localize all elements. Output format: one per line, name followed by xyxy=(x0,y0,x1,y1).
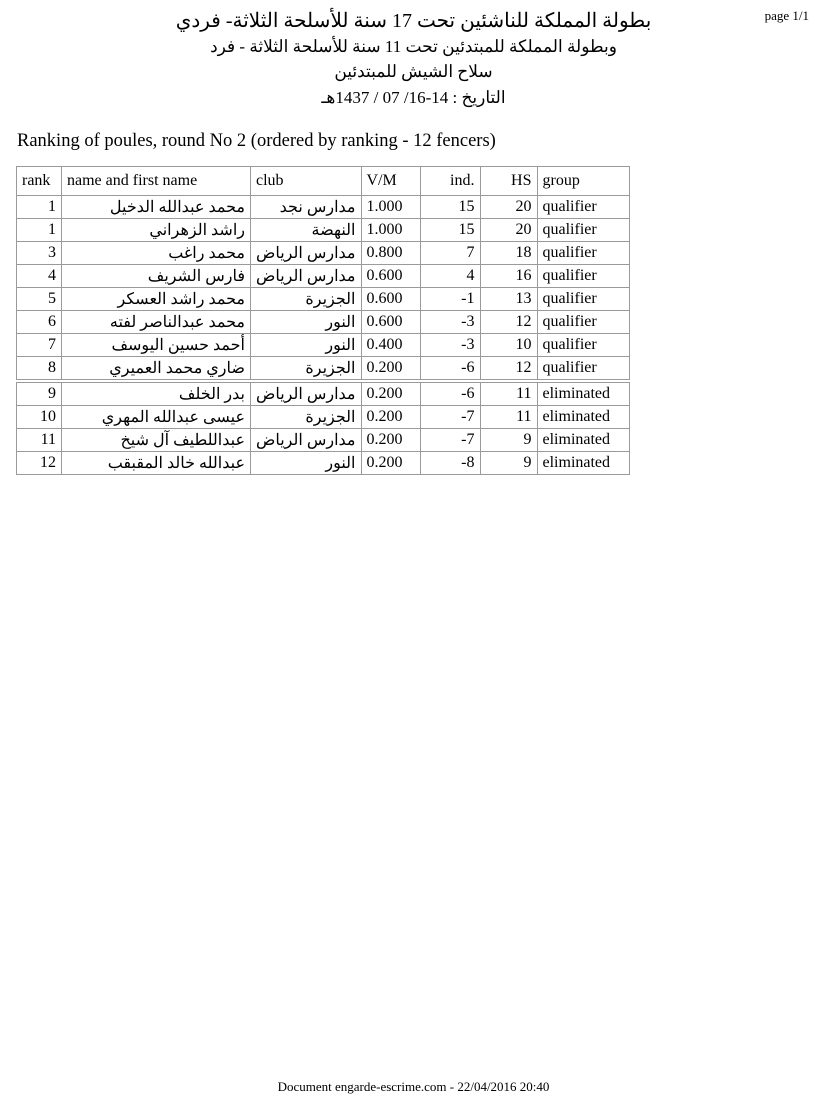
header-vm: V/M xyxy=(361,167,420,196)
cell-vm: 0.800 xyxy=(361,242,420,265)
cell-rank: 7 xyxy=(17,334,62,357)
cell-hs: 16 xyxy=(480,265,537,288)
cell-club: النور xyxy=(251,452,362,475)
cell-group: qualifier xyxy=(537,265,629,288)
table-row xyxy=(17,311,630,334)
cell-vm: 0.200 xyxy=(361,429,420,452)
cell-hs: 20 xyxy=(480,196,537,219)
cell-group: eliminated xyxy=(537,406,629,429)
cell-name: عيسى عبدالله المهري xyxy=(62,406,251,429)
cell-club: الجزيرة xyxy=(251,357,362,382)
header-weapon: سلاح الشيش للمبتدئين xyxy=(334,62,493,81)
table-row xyxy=(17,288,630,311)
cell-group: eliminated xyxy=(537,381,629,406)
header-date: التاريخ : 14-16/ 07 / 1437هـ xyxy=(321,88,506,107)
cell-vm: 0.600 xyxy=(361,288,420,311)
cell-rank: 10 xyxy=(17,406,62,429)
cell-name: ضاري محمد العميري xyxy=(62,357,251,382)
cell-group: qualifier xyxy=(537,357,629,382)
cell-rank: 9 xyxy=(17,381,62,406)
cell-hs: 18 xyxy=(480,242,537,265)
ranking-subtitle: Ranking of poules, round No 2 (ordered by ranking - 12 fencers) xyxy=(17,131,496,151)
cell-ind: -1 xyxy=(420,288,480,311)
cell-club: الجزيرة xyxy=(251,288,362,311)
header-title: بطولة المملكة للناشئين تحت 17 سنة للأسلحة الثلاثة- فردي xyxy=(175,10,652,32)
cell-ind: -7 xyxy=(420,406,480,429)
header-club: club xyxy=(251,167,362,196)
cell-club: مدارس الرياض xyxy=(251,429,362,452)
table-row xyxy=(17,196,630,219)
ranking-table xyxy=(16,166,630,475)
page-number: page 1/1 xyxy=(764,8,809,23)
cell-vm: 0.600 xyxy=(361,311,420,334)
cell-hs: 9 xyxy=(480,452,537,475)
cell-vm: 0.200 xyxy=(361,357,420,382)
cell-club: النور xyxy=(251,334,362,357)
cell-ind: -6 xyxy=(420,381,480,406)
table-header-row xyxy=(17,167,630,196)
header-subtitle: وبطولة المملكة للمبتدئين تحت 11 سنة للأسلحة الثلاثة - فرد xyxy=(210,37,617,56)
table-row xyxy=(17,452,630,475)
cell-ind: -8 xyxy=(420,452,480,475)
cell-rank: 8 xyxy=(17,357,62,382)
cell-ind: 15 xyxy=(420,196,480,219)
cell-name: محمد راشد العسكر xyxy=(62,288,251,311)
cell-vm: 1.000 xyxy=(361,196,420,219)
cell-vm: 0.200 xyxy=(361,406,420,429)
cell-group: eliminated xyxy=(537,452,629,475)
table-row xyxy=(17,219,630,242)
cell-name: عبداللطيف آل شيخ xyxy=(62,429,251,452)
cell-name: بدر الخلف xyxy=(62,381,251,406)
cell-ind: 4 xyxy=(420,265,480,288)
table-row xyxy=(17,381,630,406)
cell-group: qualifier xyxy=(537,242,629,265)
cell-hs: 9 xyxy=(480,429,537,452)
cell-rank: 1 xyxy=(17,219,62,242)
table-row xyxy=(17,242,630,265)
table-row xyxy=(17,265,630,288)
header-rank: rank xyxy=(17,167,62,196)
cell-name: فارس الشريف xyxy=(62,265,251,288)
cell-group: eliminated xyxy=(537,429,629,452)
cell-group: qualifier xyxy=(537,334,629,357)
header-hs: HS xyxy=(480,167,537,196)
cell-hs: 11 xyxy=(480,406,537,429)
cell-hs: 12 xyxy=(480,311,537,334)
cell-group: qualifier xyxy=(537,311,629,334)
cell-ind: -7 xyxy=(420,429,480,452)
cell-ind: -6 xyxy=(420,357,480,382)
cell-rank: 5 xyxy=(17,288,62,311)
cell-group: qualifier xyxy=(537,196,629,219)
cell-hs: 10 xyxy=(480,334,537,357)
cell-hs: 20 xyxy=(480,219,537,242)
cell-ind: -3 xyxy=(420,311,480,334)
cell-ind: -3 xyxy=(420,334,480,357)
cell-name: محمد عبدالناصر لفته xyxy=(62,311,251,334)
cell-rank: 6 xyxy=(17,311,62,334)
header-group: group xyxy=(537,167,629,196)
cell-name: راشد الزهراني xyxy=(62,219,251,242)
cell-rank: 11 xyxy=(17,429,62,452)
cell-vm: 0.200 xyxy=(361,452,420,475)
cell-group: qualifier xyxy=(537,219,629,242)
header-name: name and first name xyxy=(62,167,251,196)
cell-rank: 3 xyxy=(17,242,62,265)
cell-ind: 7 xyxy=(420,242,480,265)
table-row xyxy=(17,334,630,357)
cell-ind: 15 xyxy=(420,219,480,242)
cell-club: النور xyxy=(251,311,362,334)
cell-name: محمد راغب xyxy=(62,242,251,265)
cell-hs: 13 xyxy=(480,288,537,311)
table-row xyxy=(17,429,630,452)
cell-rank: 12 xyxy=(17,452,62,475)
footer: Document engarde-escrime.com - 22/04/2016 20:40 xyxy=(277,1079,550,1094)
cell-club: مدارس الرياض xyxy=(251,381,362,406)
cell-name: عبدالله خالد المقبقب xyxy=(62,452,251,475)
cell-rank: 4 xyxy=(17,265,62,288)
cell-club: مدارس الرياض xyxy=(251,242,362,265)
table-row xyxy=(17,357,630,382)
cell-club: مدارس نجد xyxy=(251,196,362,219)
cell-hs: 11 xyxy=(480,381,537,406)
cell-club: مدارس الرياض xyxy=(251,265,362,288)
table-row xyxy=(17,406,630,429)
cell-rank: 1 xyxy=(17,196,62,219)
cell-name: محمد عبدالله الدخيل xyxy=(62,196,251,219)
cell-vm: 0.600 xyxy=(361,265,420,288)
cell-vm: 1.000 xyxy=(361,219,420,242)
cell-vm: 0.400 xyxy=(361,334,420,357)
cell-club: الجزيرة xyxy=(251,406,362,429)
cell-hs: 12 xyxy=(480,357,537,382)
cell-group: qualifier xyxy=(537,288,629,311)
cell-club: النهضة xyxy=(251,219,362,242)
cell-vm: 0.200 xyxy=(361,381,420,406)
header-ind: ind. xyxy=(420,167,480,196)
cell-name: أحمد حسين اليوسف xyxy=(62,334,251,357)
